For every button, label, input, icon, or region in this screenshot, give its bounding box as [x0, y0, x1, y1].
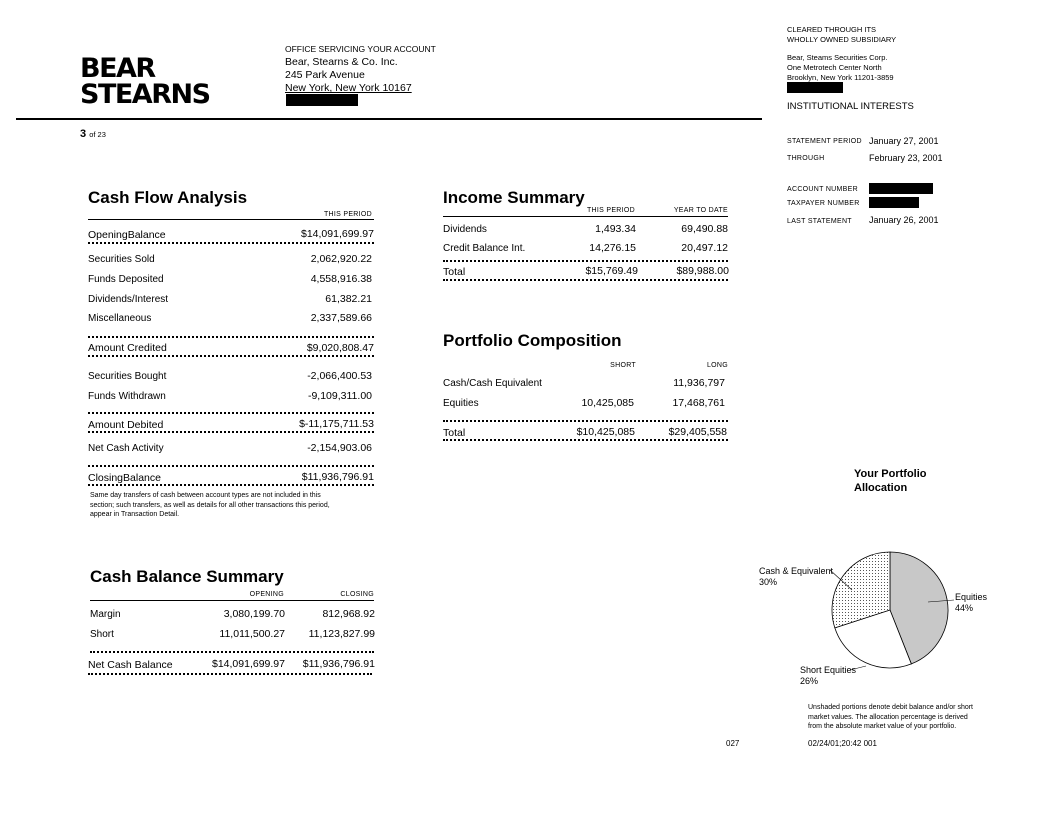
- cash-flow-title: Cash Flow Analysis: [88, 188, 248, 207]
- portfolio-total-label: Total: [443, 427, 466, 439]
- office-label: OFFICE SERVICING YOUR ACCOUNT: [285, 44, 436, 54]
- cash-balance-title: Cash Balance Summary: [90, 567, 284, 586]
- allocation-title: Your Portfolio Allocation: [854, 468, 927, 494]
- income-total-value: $15,769.49: [585, 265, 638, 277]
- subsidiary-line: Brooklyn, New York 11201-3859: [787, 73, 894, 82]
- last-statement-label: LAST STATEMENT: [787, 218, 852, 225]
- amount-debited-label: Amount Debited: [88, 419, 164, 431]
- bear-stearns-logo: BEAR STEARNS: [80, 53, 210, 110]
- account-type: INSTITUTIONAL INTERESTS: [787, 101, 914, 112]
- page-number: 3 of 23: [80, 128, 106, 140]
- opening-balance-label: OpeningBalance: [88, 229, 166, 241]
- closing-balance-value: $11,936,796.91: [301, 471, 374, 483]
- pie-label-equities: Equities 44%: [955, 592, 988, 613]
- footer-timestamp: 02/24/01;20:42 001: [808, 739, 877, 748]
- year-to-date-header: YEAR TO DATE: [673, 207, 728, 214]
- subsidiary-line: Bear, Steams Securities Corp.: [787, 53, 888, 62]
- pie-label-cash: Cash & Equivalent 30%: [759, 566, 834, 587]
- short-header: SHORT: [610, 362, 636, 369]
- closing-balance-label: ClosingBalance: [88, 472, 161, 484]
- redaction-bar: [286, 94, 358, 106]
- redaction-bar: [869, 183, 933, 194]
- dividends-interest-value: 61,382.21: [325, 293, 372, 305]
- amount-credited-label: Amount Credited: [88, 342, 167, 354]
- cash-balance-row-value: 11,123,827.99: [308, 628, 375, 640]
- dividends-interest-label: Dividends/Interest: [88, 294, 169, 305]
- portfolio-row-value: 17,468,761: [672, 397, 725, 409]
- redaction-bar: [869, 197, 919, 208]
- portfolio-row-label: Equities: [443, 398, 479, 409]
- long-header: LONG: [706, 362, 728, 369]
- miscellaneous-value: 2,337,589.66: [310, 312, 372, 324]
- income-summary-title: Income Summary: [443, 188, 585, 207]
- allocation-note: Unshaded portions denote debit balance and/or short market values. The allocation percentage is derived from the absolute market value of your portfolio.: [808, 704, 974, 730]
- cash-balance-row-value: 11,011,500.27: [219, 628, 285, 640]
- net-cash-balance-value: $14,091,699.97: [212, 658, 285, 670]
- income-row-label: Dividends: [443, 224, 487, 235]
- funds-withdrawn-value: -9,109,311.00: [307, 390, 372, 402]
- office-line: New York, New York 10167: [285, 82, 412, 94]
- cleared-line: CLEARED THROUGH ITS: [787, 25, 877, 34]
- subsidiary-line: One Metrotech Center North: [787, 63, 882, 72]
- cash-balance-row-label: Short: [90, 629, 114, 640]
- account-number-label: ACCOUNT NUMBER: [787, 186, 858, 193]
- footer-code: 027: [726, 739, 740, 748]
- cash-flow-note: Same day transfers of cash between account types are not included in this section; such transfers, as well as details for all other transactions this period, appear in Transaction Detail.: [90, 492, 330, 518]
- miscellaneous-label: Miscellaneous: [88, 313, 152, 324]
- header-rule: [16, 118, 762, 120]
- net-cash-activity-label: Net Cash Activity: [88, 443, 164, 454]
- this-period-header: THIS PERIOD: [586, 207, 635, 214]
- funds-withdrawn-label: Funds Withdrawn: [88, 391, 166, 402]
- closing-header: CLOSING: [340, 591, 374, 598]
- securities-bought-value: -2,066,400.53: [307, 370, 372, 382]
- cash-balance-row-value: 812,968.92: [322, 608, 375, 620]
- taxpayer-number-label: TAXPAYER NUMBER: [787, 200, 860, 207]
- securities-bought-label: Securities Bought: [88, 371, 167, 382]
- amount-debited-value: $-11,175,711.53: [299, 418, 374, 430]
- portfolio-composition-title: Portfolio Composition: [443, 331, 622, 350]
- net-cash-activity-value: -2,154,903.06: [307, 442, 372, 454]
- income-row-value: 69,490.88: [681, 223, 728, 235]
- this-period-header: THIS PERIOD: [323, 211, 372, 218]
- cash-balance-row-value: 3,080,199.70: [223, 608, 285, 620]
- portfolio-row-label: Cash/Cash Equivalent: [443, 378, 542, 389]
- income-row-label: Credit Balance Int.: [443, 243, 526, 254]
- securities-sold-label: Securities Sold: [88, 254, 155, 265]
- income-total-label: Total: [443, 266, 466, 278]
- office-line: 245 Park Avenue: [285, 69, 365, 81]
- allocation-pie-chart: [740, 540, 980, 690]
- office-block: [285, 43, 436, 95]
- through-label: THROUGH: [787, 155, 825, 162]
- portfolio-total-value: $10,425,085: [576, 426, 635, 438]
- opening-header: OPENING: [249, 591, 284, 598]
- cleared-block: [787, 25, 896, 83]
- funds-deposited-label: Funds Deposited: [88, 274, 164, 285]
- income-row-value: 20,497.12: [681, 242, 728, 254]
- income-row-value: 1,493.34: [595, 223, 636, 235]
- statement-period-label: STATEMENT PERIOD: [787, 138, 862, 145]
- redaction-bar: [787, 82, 843, 93]
- office-line: Bear, Stearns & Co. Inc.: [285, 56, 398, 68]
- net-cash-balance-value: $11,936,796.91: [302, 658, 375, 670]
- through-value: February 23, 2001: [869, 153, 943, 163]
- portfolio-row-value: 10,425,085: [581, 397, 634, 409]
- income-total-value: $89,988.00: [676, 265, 729, 277]
- cleared-line: WHOLLY OWNED SUBSIDIARY: [787, 35, 897, 44]
- net-cash-balance-label: Net Cash Balance: [88, 659, 173, 671]
- income-row-value: 14,276.15: [589, 242, 636, 254]
- statement-period-value: January 27, 2001: [869, 136, 939, 146]
- portfolio-total-value: $29,405,558: [668, 426, 727, 438]
- pie-label-short-equities: Short Equities 26%: [800, 665, 857, 686]
- cash-balance-row-label: Margin: [90, 609, 121, 620]
- amount-credited-value: $9,020,808.47: [306, 342, 374, 354]
- opening-balance-value: $14,091,699.97: [301, 228, 374, 240]
- portfolio-row-value: 11,936,797: [673, 377, 725, 389]
- securities-sold-value: 2,062,920.22: [310, 253, 372, 265]
- funds-deposited-value: 4,558,916.38: [310, 273, 372, 285]
- last-statement-value: January 26, 2001: [869, 215, 939, 225]
